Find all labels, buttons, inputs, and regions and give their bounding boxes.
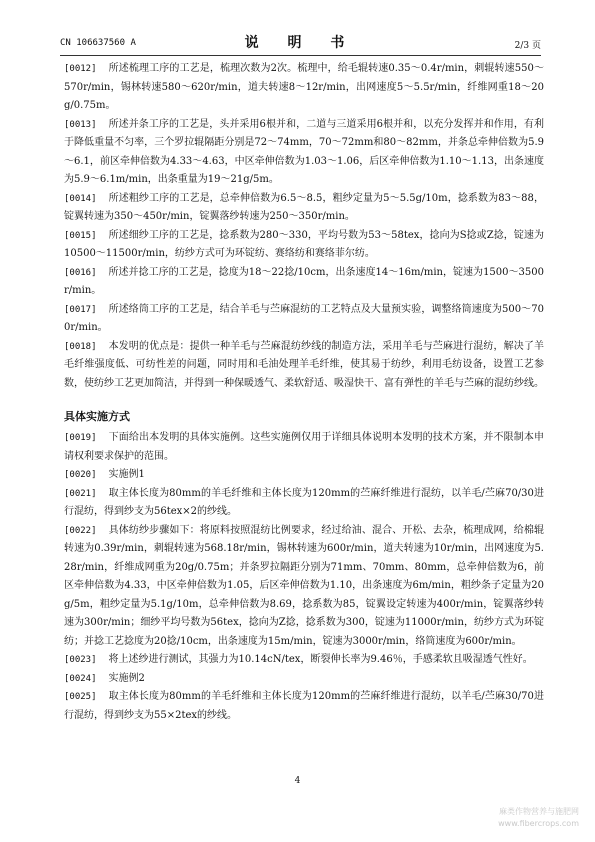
- paragraph: [64, 227, 544, 264]
- paragraph-text: 具体纺纱步骤如下：将原料按照混纺比例要求，经过给油、混合、开松、去杂，梳理成网，给棉辊转速为0.39r/min，刺辊转速为568.18r/min，锡林转速为600r/min，道夫转速为10r/min，出网速度为5.28r/min，纤维成网重为20g/0.75m；并条罗拉隔距分别为71mm、70mm、80mm，总牵伸倍数为6，前区牵伸倍数为4.33，中区牵伸倍数为1.05，后区牵伸倍数为1.10，出条速度为6m/min，粗纱条子定量为20g/5m，粗纱定量为5.1g/10m，总牵伸倍数为8.69，捻系数为85，锭翼设定转速为400r/min，锭翼落纱转速为300r/min；细纱平均号数为56tex，捻向为Z捻，捻系数为300，锭速为11000r/min，纺纱方式为环锭纺；并捻工艺捻度为20捻/10cm，出条速度为15m/min，锭速为3000r/min，络筒速度为600r/min。: [64, 524, 544, 647]
- paragraph-number: [0013]: [64, 119, 97, 130]
- paragraph: [64, 301, 544, 338]
- paragraph: [64, 522, 544, 652]
- paragraph-list-a: [64, 60, 544, 393]
- page-indicator: 2/3 页: [514, 41, 541, 51]
- paragraph: [64, 670, 544, 689]
- paragraph: [64, 466, 544, 485]
- paragraph-number: [0016]: [64, 267, 97, 278]
- paragraph-text: 所述络筒工序的工艺是，结合羊毛与苎麻混纺的工艺特点及大量预实验，调整络筒速度为500～700r/min。: [64, 303, 544, 333]
- paragraph: [64, 264, 544, 301]
- paragraph-text: 所述梳理工序的工艺是，梳理次数为2次。梳理中，给毛辊转速0.35～0.4r/min，刺辊转速550～570r/min，锡林转速580～620r/min，道夫转速8～12r/min，出网速度5～5.5r/min，纤维网重18～20g/0.75m。: [64, 63, 544, 111]
- paragraph: [64, 429, 544, 466]
- paragraph-number: [0018]: [64, 341, 97, 352]
- paragraph: [64, 338, 544, 394]
- header-divider: [60, 55, 541, 56]
- paragraph: [64, 190, 544, 227]
- paragraph-number: [0020]: [64, 470, 97, 480]
- paragraph: [64, 485, 544, 522]
- document-number: CN 106637560 A: [60, 38, 136, 48]
- watermark: [498, 806, 579, 830]
- watermark-title: 麻类作物营养与施肥网: [499, 807, 579, 816]
- page-number: 4: [294, 776, 301, 786]
- paragraph-text: 所述细纱工序的工艺是，捻系数为280～330，平均号数为53～58tex，捻向为S捻或Z捻，锭速为10500～11500r/min，纺纱方式可为环锭纺、赛络纺和赛络菲尔纺。: [64, 229, 544, 259]
- paragraph-number: [0023]: [64, 655, 97, 665]
- document-title: 说 明 书: [244, 35, 357, 51]
- paragraph-text: 所述并条工序的工艺是，头并采用6根并和，二道与三道采用6根并和，以充分发挥并和作用，有利于降低重量不匀率，三个罗拉辊隔距分别是72～74mm，70～72mm和80～82mm，并条总牵伸倍数为5.9～6.1，前区牵伸倍数为4.33～4.63，中区牵伸倍数为1.03～1.06，后区牵伸倍数为1.10～1.13，出条速度为5.9～6.1m/min，出条重量为19～21g/5m。: [64, 118, 544, 185]
- paragraph-text: 实施例2: [108, 672, 145, 684]
- paragraph-text: 所述粗纱工序的工艺是，总牵伸倍数为6.5～8.5，粗纱定量为5～5.5g/10m，捻系数为83～88，锭翼转速为350～450r/min，锭翼落纱转速为250～350r/min。: [64, 192, 544, 222]
- paragraph-text: 将上述纱进行测试，其强力为10.14cN/tex，断裂伸长率为9.46％，手感柔软且吸湿透气性好。: [108, 654, 533, 665]
- paragraph-text: 所述并捻工序的工艺是，捻度为18～22捻/10cm，出条速度14～16m/min，锭速为1500～3500r/min。: [64, 266, 544, 296]
- paragraph: [64, 60, 544, 116]
- paragraph-number: [0012]: [64, 64, 97, 74]
- paragraph-number: [0014]: [64, 193, 97, 204]
- paragraph: [64, 116, 544, 190]
- page-header: [60, 32, 541, 54]
- paragraph-number: [0019]: [64, 433, 97, 443]
- paragraph-text: 下面给出本发明的具体实施例。这些实施例仅用于详细具体说明本发明的技术方案，并不限制本申请权利要求保护的范围。: [64, 432, 544, 462]
- document-body: [64, 60, 544, 725]
- paragraph: [64, 651, 544, 670]
- paragraph-text: 取主体长度为80mm的羊毛纤维和主体长度为120mm的苎麻纤维进行混纺，以羊毛/苎麻30/70进行混纺，得到纱支为55×2tex的纱线。: [64, 691, 544, 721]
- paragraph-text: 本发明的优点是：提供一种羊毛与苎麻混纺纱线的制造方法，采用羊毛与苎麻进行混纺，解决了羊毛纤维强度低、可纺性差的问题，同时用和毛油处理羊毛纤维，使其易于纺纱，利用毛纺设备，设置工艺参数，使纺纱工艺更加简洁，并得到一种保暖透气、柔软舒适、吸湿快干、富有弹性的羊毛与苎麻的混纺纱线。: [64, 340, 544, 389]
- paragraph-text: 取主体长度为80mm的羊毛纤维和主体长度为120mm的苎麻纤维进行混纺，以羊毛/苎麻70/30进行混纺，得到纱支为56tex×2的纱线。: [64, 487, 544, 517]
- watermark-url: www.fibercrops.com: [498, 819, 579, 828]
- paragraph-number: [0024]: [64, 673, 97, 684]
- paragraph-number: [0017]: [64, 304, 97, 315]
- paragraph-list-b: [64, 429, 544, 725]
- paragraph-number: [0021]: [64, 488, 97, 499]
- paragraph-number: [0022]: [64, 525, 97, 536]
- paragraph: [64, 688, 544, 725]
- paragraph-text: 实施例1: [108, 469, 145, 480]
- section-heading: 具体实施方式: [64, 410, 130, 423]
- paragraph-number: [0015]: [64, 230, 97, 241]
- paragraph-number: [0025]: [64, 692, 97, 702]
